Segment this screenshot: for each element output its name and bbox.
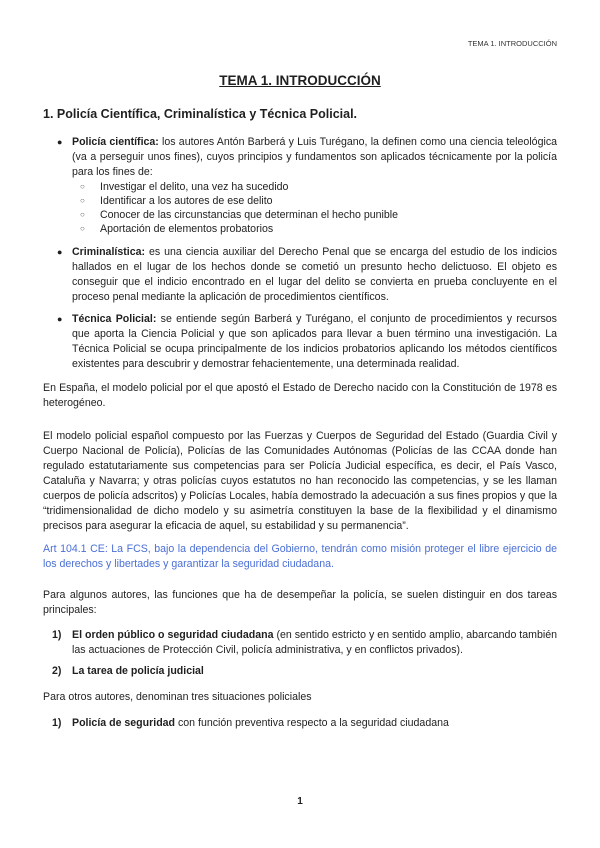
- numbered-item: [52, 628, 557, 658]
- section-heading: 1. Policía Científica, Criminalística y Técnica Policial.: [43, 107, 358, 121]
- paragraph-art-104: Art 104.1 CE: La FCS, bajo la dependencia del Gobierno, tendrán como misión proteger el libre ejercicio de los derechos y libertades y garantizar la seguridad ciudadana.: [43, 543, 557, 570]
- circle-bullet-icon: ○: [80, 196, 85, 205]
- bullet-icon: ●: [57, 314, 63, 324]
- paragraph-modelo: El modelo policial español compuesto por las Fuerzas y Cuerpos de Seguridad del Estado (Guardia Civil y Cuerpo Nacional de Policía), Policías de las Comunidades Autónomas (Policías de las CCAA donde han regulado estatutariamente sus competencias para ser Policía Judicial específica, es decir, el País Vasco, Cataluña y Navarra; y otras policías cuyos estatutos no han reconocido las competencias, y se les llaman cuerpos de policía adscritos) y Policías Locales, había demostrado la adecuación a sus fines propios y que la “tridimensionalidad de dicho modelo y su asimetría constituyen la base de la flexibilidad y el dinamismo precisos para asegurar la eficacia de aquel, su estabilidad y su permanencia”.: [43, 430, 557, 532]
- item-term: Policía de seguridad: [72, 717, 176, 729]
- page-title: TEMA 1. INTRODUCCIÓN: [219, 73, 381, 88]
- circle-bullet-icon: ○: [80, 210, 85, 219]
- sub-item-text: Conocer de las circunstancias que determinan el hecho punible: [100, 209, 398, 221]
- item-number: 1): [52, 629, 62, 641]
- sub-item-text: Aportación de elementos probatorios: [100, 223, 274, 235]
- bullet-term: Policía científica:: [72, 136, 159, 148]
- bullet-text: se entiende según Barberá y Turégano, el conjunto de procedimientos y recursos que aporta la Ciencia Policial y que son aplicados para llevar a buen término una investigación. La Técnica Policial se ocupa principalmente de los indicios probatorios aplicando los métodos científicos existentes para descubrir y demostrar fehacientemente, una determinada realidad.: [72, 313, 557, 370]
- item-term: El orden público o seguridad ciudadana: [72, 629, 274, 641]
- paragraph-espana: En España, el modelo policial por el que apostó el Estado de Derecho nacido con la Constitución de 1978 es heterogéneo.: [43, 382, 557, 409]
- bullet-criminalistica: [57, 245, 557, 305]
- item-text: con función preventiva respecto a la seguridad ciudadana: [175, 717, 449, 729]
- sub-item: [72, 208, 557, 222]
- running-header: TEMA 1. INTRODUCCIÓN: [467, 39, 557, 48]
- item-number: 2): [52, 665, 62, 677]
- sub-item-text: Identificar a los autores de ese delito: [100, 195, 273, 207]
- sub-item-text: Investigar el delito, una vez ha sucedido: [100, 181, 289, 193]
- bullet-text: los autores Antón Barberá y Luis Turégano, la definen como una ciencia teleológica (va a perseguir unos fines), cuyos principios y fundamentos son aplicados técnicamente por la policía para los fines de:: [72, 136, 558, 178]
- item-text: (en sentido estricto y en sentido amplio, abarcando también las actuaciones de Protección Civil, policía administrativa, y en conflictos privados).: [72, 629, 557, 656]
- circle-bullet-icon: ○: [80, 182, 85, 191]
- circle-bullet-icon: ○: [80, 224, 85, 233]
- item-term: La tarea de policía judicial: [72, 665, 204, 677]
- bullet-tecnica-policial: [57, 312, 557, 372]
- numbered-item: [52, 664, 557, 679]
- bullet-policia-cientifica: [57, 135, 558, 236]
- bullet-text: es una ciencia auxiliar del Derecho Penal que se encarga del estudio de los indicios hallados en el lugar de los hechos donde se cometió un presunto hecho delictuoso. El objeto es conseguir que el indicio encontrado en el lugar del delito se convierta en prueba concluyente en el proceso penal mediante la aplicación de procedimientos científicos.: [72, 246, 557, 303]
- bullet-icon: ●: [57, 247, 63, 257]
- bullet-term: Criminalística:: [72, 246, 146, 258]
- sub-item: [72, 194, 557, 208]
- sub-item: [72, 222, 557, 236]
- bullet-term: Técnica Policial:: [72, 313, 157, 325]
- paragraph-algunos-autores: Para algunos autores, las funciones que ha de desempeñar la policía, se suelen distinguir en dos tareas principales:: [43, 589, 557, 616]
- page-number: 1: [297, 796, 303, 807]
- paragraph-otros-autores: Para otros autores, denominan tres situaciones policiales: [43, 691, 312, 703]
- sub-item: [72, 180, 557, 194]
- item-number: 1): [52, 717, 62, 729]
- bullet-icon: ●: [57, 137, 63, 147]
- numbered-item: [52, 716, 557, 731]
